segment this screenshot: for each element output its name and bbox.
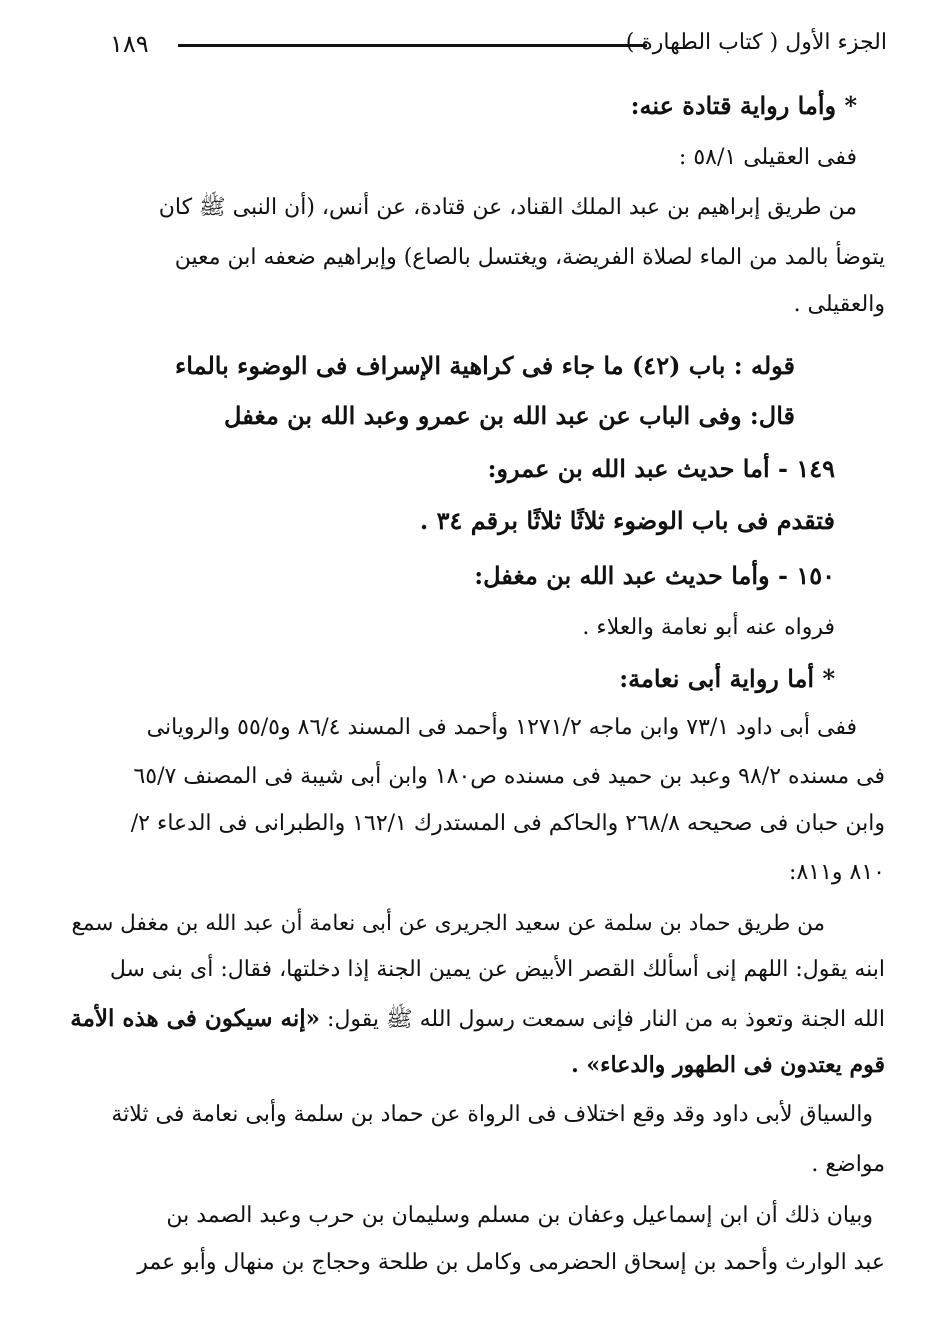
paragraph-line: ففى العقيلى ٥٨/١ :	[678, 145, 857, 170]
paragraph-line: فى مسنده ٩٨/٢ وعبد بن حميد فى مسنده ص١٨٠ وابن أبى شيبة فى المصنف ٦٥/٧	[133, 764, 885, 789]
line-normal-part: الله الجنة وتعوذ به من النار فإنى سمعت رسول الله ﷺ يقول:	[320, 1007, 885, 1032]
paragraph-line: وبيان ذلك أن ابن إسماعيل وعفان بن مسلم وسليمان بن حرب وعبد الصمد بن	[166, 1203, 873, 1228]
paragraph-line: ٨١٠ و٨١١:	[789, 860, 885, 885]
paragraph-line: ففى أبى داود ٧٣/١ وابن ماجه ١٢٧١/٢ وأحمد فى المسند ٨٦/٤ و٥٥/٥ والرويانى	[146, 715, 857, 740]
hadith-heading-150: ١٥٠ - وأما حديث عبد الله بن مغفل:	[474, 561, 835, 590]
page-number: ١٨٩	[110, 30, 149, 58]
hadith-quote-bold: «إنه سيكون فى هذه الأمة	[70, 1005, 321, 1032]
paragraph-line: ابنه يقول: اللهم إنى أسألك القصر الأبيض عن يمين الجنة إذا دخلتها، فقال: أى بنى سل	[109, 957, 885, 982]
hadith-note-149: فتقدم فى باب الوضوء ثلاثًا ثلاثًا برقم ٣٤ .	[419, 506, 835, 535]
paragraph-line: يتوضأ بالمد من الماء لصلاة الفريضة، ويغتسل بالصاع) وإبراهيم ضعفه ابن معين	[174, 245, 885, 270]
hadith-quote-end: قوم يعتدون فى الطهور والدعاء» .	[571, 1052, 885, 1078]
paragraph-line-mixed	[70, 1005, 885, 1033]
subheading-abu-naama: * أما رواية أبى نعامة:	[619, 664, 835, 693]
paragraph-line: وابن حبان فى صحيحه ٢٦٨/٨ والحاكم فى المستدرك ١٦٢/١ والطبرانى فى الدعاء ٢/	[130, 811, 885, 836]
chapter-subheading: قال: وفى الباب عن عبد الله بن عمرو وعبد الله بن مغفل	[224, 401, 795, 430]
paragraph-line: فرواه عنه أبو نعامة والعلاء .	[582, 615, 835, 640]
header-rule	[178, 44, 647, 47]
paragraph-line: من طريق حماد بن سلمة عن سعيد الجريرى عن أبى نعامة أن عبد الله بن مغفل سمع	[71, 911, 825, 936]
subheading-qatada: * وأما رواية قتادة عنه:	[630, 91, 857, 120]
paragraph-line: والعقيلى .	[793, 292, 885, 317]
paragraph-line: من طريق إبراهيم بن عبد الملك القناد، عن قتادة، عن أنس، (أن النبى ﷺ كان	[158, 195, 857, 220]
paragraph-line: مواضع .	[811, 1152, 885, 1177]
hadith-heading-149: ١٤٩ - أما حديث عبد الله بن عمرو:	[487, 454, 835, 483]
chapter-heading: قوله : باب (٤٢) ما جاء فى كراهية الإسراف فى الوضوء بالماء	[174, 351, 795, 380]
paragraph-line: والسياق لأبى داود وقد وقع اختلاف فى الرواة عن حماد بن سلمة وأبى نعامة فى ثلاثة	[111, 1102, 873, 1127]
paragraph-line: عبد الوارث وأحمد بن إسحاق الحضرمى وكامل بن طلحة وحجاج بن منهال وأبو عمر	[137, 1250, 885, 1275]
running-header-title: الجزء الأول ( كتاب الطهارة )	[625, 30, 887, 55]
